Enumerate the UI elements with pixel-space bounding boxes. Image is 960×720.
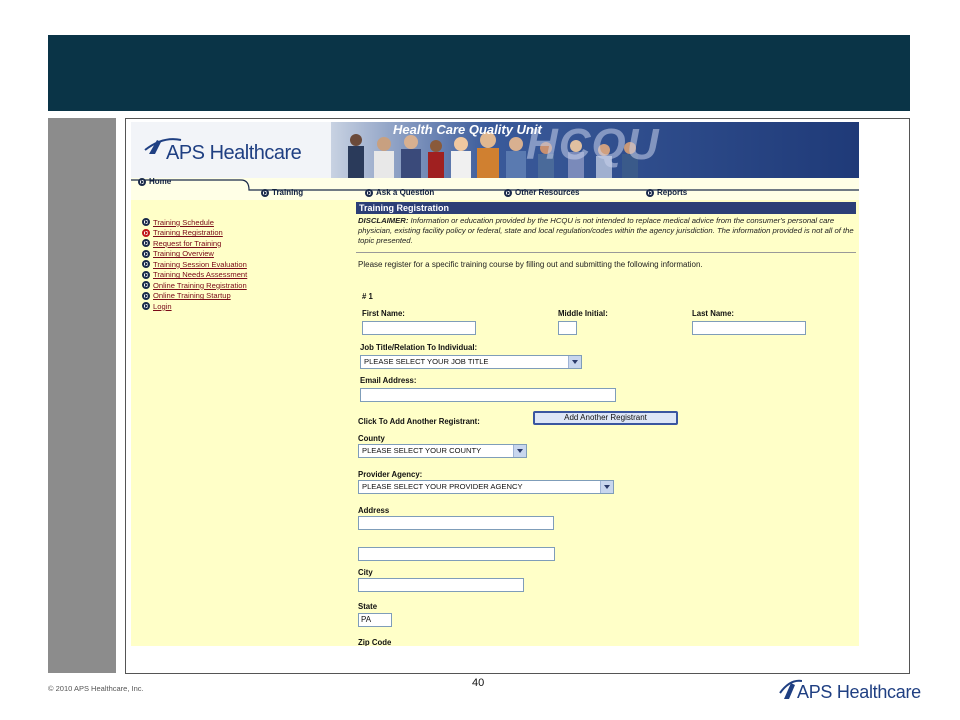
- registrant-number: # 1: [362, 292, 373, 301]
- sidebar-item-label: Training Overview: [153, 249, 214, 259]
- nav-ask-question-label: Ask a Question: [376, 188, 435, 197]
- address-label: Address: [358, 506, 390, 515]
- provider-agency-label: Provider Agency:: [358, 470, 423, 479]
- job-title-selected: PLEASE SELECT YOUR JOB TITLE: [364, 357, 489, 366]
- sidebar-item-label: Training Needs Assessment: [153, 270, 248, 280]
- web-page-screenshot: [131, 122, 859, 646]
- sidebar-item-label: Login: [153, 301, 172, 311]
- county-select[interactable]: [358, 444, 527, 458]
- sidebar-item-training-schedule[interactable]: [142, 217, 332, 228]
- nav-other-resources-label: Other Resources: [515, 188, 580, 197]
- sidebar-item-login[interactable]: [142, 301, 332, 312]
- chevron-down-icon: [513, 445, 526, 457]
- divider: [356, 252, 856, 253]
- sidebar-item-request-for-training[interactable]: [142, 238, 332, 249]
- footer-logo-text: APS Healthcare: [797, 682, 921, 702]
- job-title-label: Job Title/Relation To Individual:: [360, 343, 478, 352]
- provider-agency-select[interactable]: [358, 480, 614, 494]
- slide-left-bar: [48, 118, 116, 673]
- address-line2-field[interactable]: [358, 547, 555, 561]
- slide-title-band: [48, 35, 910, 111]
- city-label: City: [358, 568, 373, 577]
- sidebar-item-online-training-registration[interactable]: [142, 280, 332, 291]
- nav-ask-question[interactable]: [365, 188, 434, 197]
- chevron-down-icon: [600, 481, 613, 493]
- first-name-label: First Name:: [362, 309, 405, 318]
- circle-arrow-icon: [142, 292, 150, 300]
- middle-initial-field[interactable]: [558, 321, 577, 335]
- add-another-registrant-button[interactable]: Add Another Registrant: [533, 411, 678, 425]
- circle-arrow-icon: [142, 260, 150, 268]
- last-name-label: Last Name:: [692, 309, 735, 318]
- zip-code-label: Zip Code: [358, 638, 392, 646]
- nav-other-resources[interactable]: [504, 188, 579, 197]
- page-number: 40: [472, 677, 485, 689]
- county-selected: PLEASE SELECT YOUR COUNTY: [362, 446, 482, 455]
- middle-initial-label: Middle Initial:: [558, 309, 608, 318]
- sidebar-item-label: Online Training Registration: [153, 280, 247, 290]
- circle-arrow-icon: [142, 281, 150, 289]
- chevron-down-icon: [568, 356, 581, 368]
- banner-title: Health Care Quality Unit: [393, 122, 542, 137]
- state-field[interactable]: PA: [358, 613, 392, 627]
- intro-text: Please register for a specific training course by filling out and submitting the following information.: [358, 260, 703, 269]
- banner-watermark: HCQU: [526, 122, 660, 169]
- state-label: State: [358, 602, 378, 611]
- circle-arrow-icon: [646, 189, 654, 197]
- first-name-field[interactable]: [362, 321, 476, 335]
- nav-home-label: Home: [149, 177, 172, 186]
- circle-arrow-icon: [142, 250, 150, 258]
- disclaimer: [358, 216, 856, 247]
- add-another-label: Click To Add Another Registrant:: [358, 417, 480, 426]
- nav-divider-curve: [131, 176, 859, 192]
- circle-arrow-icon: [365, 189, 373, 197]
- disclaimer-label: DISCLAIMER:: [358, 216, 409, 225]
- circle-arrow-icon: [142, 239, 150, 247]
- aps-logo-text: APS Healthcare: [166, 142, 302, 164]
- circle-arrow-icon: [142, 302, 150, 310]
- sidebar-item-training-registration[interactable]: [142, 228, 332, 239]
- page-title: Training Registration: [356, 202, 856, 214]
- footer-aps-logo: [778, 675, 921, 707]
- email-label: Email Address:: [360, 376, 417, 385]
- nav-training-label: Training: [272, 188, 304, 197]
- circle-arrow-icon-active: [142, 229, 150, 237]
- disclaimer-text: Information or education provided by the HCQU is not intended to replace medical advice from the consumer's personal care physician, existing facility policy or federal, state and local regulation/codes within the agency jurisdiction. The information provided is not all of the topic presented.: [358, 216, 854, 246]
- sidebar-item-label: Request for Training: [153, 238, 222, 248]
- nav-home[interactable]: [138, 177, 171, 186]
- site-header-banner: [131, 122, 859, 180]
- copyright: © 2010 APS Healthcare, Inc.: [48, 684, 144, 693]
- nav-training[interactable]: [261, 188, 303, 197]
- job-title-select[interactable]: [360, 355, 582, 369]
- city-field[interactable]: [358, 578, 524, 592]
- nav-reports[interactable]: [646, 188, 687, 197]
- circle-arrow-icon: [504, 189, 512, 197]
- last-name-field[interactable]: [692, 321, 806, 335]
- circle-arrow-icon: [261, 189, 269, 197]
- circle-arrow-icon: [138, 178, 146, 186]
- sidebar-item-training-overview[interactable]: [142, 249, 332, 260]
- sidebar-item-training-session-evaluation[interactable]: [142, 259, 332, 270]
- email-field[interactable]: [360, 388, 616, 402]
- sidebar-item-online-training-startup[interactable]: [142, 291, 332, 302]
- nav-reports-label: Reports: [657, 188, 688, 197]
- sidebar-item-label: Training Session Evaluation: [153, 259, 247, 269]
- sidebar-item-label: Training Registration: [153, 228, 223, 238]
- sidebar-item-label: Online Training Startup: [153, 291, 231, 301]
- provider-agency-selected: PLEASE SELECT YOUR PROVIDER AGENCY: [362, 482, 523, 491]
- sidebar: [142, 217, 332, 312]
- circle-arrow-icon: [142, 271, 150, 279]
- sidebar-item-training-needs-assessment[interactable]: [142, 270, 332, 281]
- circle-arrow-icon: [142, 218, 150, 226]
- sidebar-item-label: Training Schedule: [153, 217, 214, 227]
- address-line1-field[interactable]: [358, 516, 554, 530]
- county-label: County: [358, 434, 385, 443]
